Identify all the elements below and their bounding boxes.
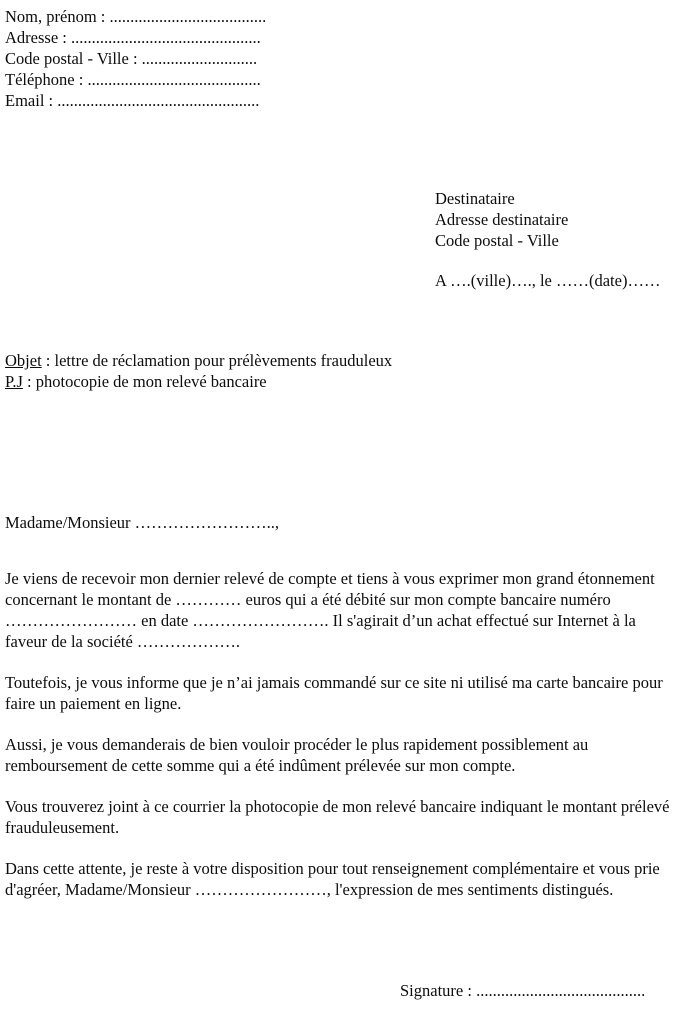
paragraph-2: Toutefois, je vous informe que je n’ai jamais commandé sur ce site ni utilisé ma carte bancaire pour faire un paiement en ligne.: [5, 673, 663, 713]
recipient-postal-city-line: Code postal - Ville: [435, 231, 559, 250]
paragraph-5: Dans cette attente, je reste à votre disposition pour tout renseignement complémentaire et vous prie d'agréer, Madame/Monsieur ……………………, l'expression de mes sentiments distingués.: [5, 859, 660, 899]
attachment-label: P.J: [5, 372, 23, 391]
attachment-line: [5, 371, 392, 392]
date-place-line: A ….(ville)…., le ……(date)……: [435, 271, 661, 290]
subject-text: : lettre de réclamation pour prélèvements frauduleux: [41, 351, 393, 370]
recipient-block: [435, 188, 568, 251]
recipient-address-line: Adresse destinataire: [435, 210, 569, 229]
sender-address-line: Adresse : ..............................................: [5, 28, 261, 47]
sender-email-line: Email : .................................................: [5, 91, 260, 110]
sender-postal-city-line: Code postal - Ville : ............................: [5, 49, 258, 68]
subject-label: Objet: [5, 351, 42, 370]
paragraph-4: Vous trouverez joint à ce courrier la photocopie de mon relevé bancaire indiquant le montant prélevé frauduleusement.: [5, 797, 670, 837]
letter-body: [5, 568, 671, 920]
subject-block: [5, 350, 392, 392]
subject-line: [5, 350, 392, 371]
signature-line: Signature : .........................................: [400, 981, 646, 1000]
recipient-name-line: Destinataire: [435, 189, 515, 208]
salutation: Madame/Monsieur ……………………..,: [5, 513, 280, 532]
paragraph-1: Je viens de recevoir mon dernier relevé de compte et tiens à vous exprimer mon grand étonnement concernant le montant de ………… euros qui a été débité sur mon compte bancaire numéro …………………… en date ……………………. Il s'agirait d’un achat effectué sur Internet à la faveur de la société ……………….: [5, 569, 655, 651]
sender-block: [5, 6, 266, 111]
sender-name-line: Nom, prénom : ......................................: [5, 7, 267, 26]
attachment-text: : photocopie de mon relevé bancaire: [22, 372, 267, 391]
sender-phone-line: Téléphone : ..........................................: [5, 70, 261, 89]
paragraph-3: Aussi, je vous demanderais de bien vouloir procéder le plus rapidement possiblement au remboursement de cette somme qui a été indûment prélevée sur mon compte.: [5, 735, 589, 775]
